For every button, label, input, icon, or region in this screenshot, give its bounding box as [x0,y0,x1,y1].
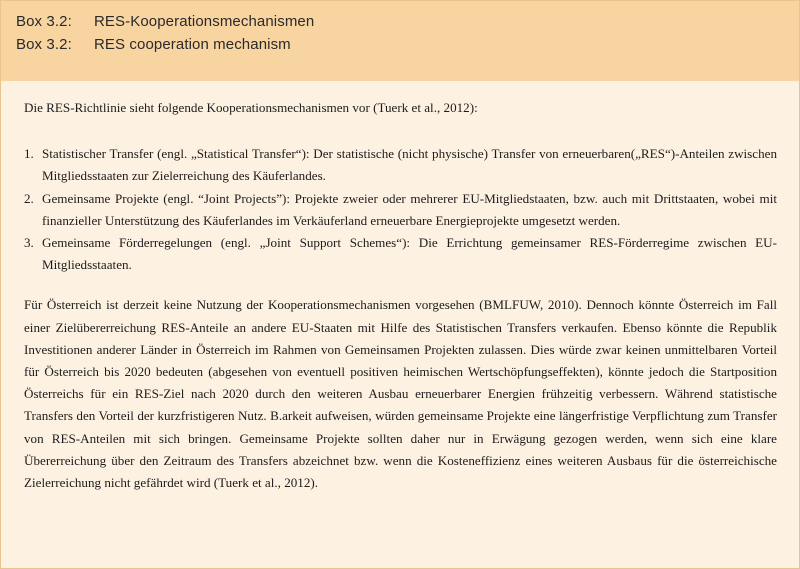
intro-text: Die RES-Richtlinie sieht folgende Kooperationsmechanismen vor (Tuerk et al., 2012): [24,100,478,115]
list-item-text: Statistischer Transfer (engl. „Statistical Transfer“): Der statistische (nicht physische) Transfer von erneuerbaren(„RES“)-Anteilen zwischen Mitgliedsstaaten zur Zielerreichung des Käuferlandes. [42,146,777,184]
body-paragraph: Für Österreich ist derzeit keine Nutzung der Kooperationsmechanismen vorgesehen (BMLFUW, 2010). Dennoch könnte Österreich im Fall einer Zielübererreichung RES-Anteile an andere EU-Staaten mit Hilfe des Statistischen Transfers verkaufen. Ebenso könnte die Republik Investitionen anderer Länder in Österreich im Rahmen von Gemeinsamen Projekten zulassen. Dies würde zwar keinen unmittelbaren Vorteil für Österreich bis 2020 bedeuten (abgesehen von eventuell positiven heimischen Wertschöpfungseffekten), könnte jedoch die Startposition Österreichs für ein RES-Ziel nach 2020 durch den weiteren Ausbau erneuerbarer Energien frühzeitig verbessern. Während statistische Transfers den Vorteil der kurzfristigeren Nutz. B.arkeit aufweisen, würden gemeinsame Projekte eine längerfristige Verpflichtung zum Transfer von RES-Anteilen mit sich bringen. Gemeinsame Projekte sollten daher nur in Erwägung gezogen werden, wenn sich eine klare Übererreichung über den Zeitraum des Transfers abzeichnet bzw. wenn die Kosteneffizienz eines weiteren Ausbaus für die österreichische Zielerreichung nicht gefährdet wird (Tuerk et al., 2012). [24,297,777,491]
box-title-german [16,10,799,33]
box-number-label: Box 3.2: [16,13,72,30]
box-title-text: RES-Kooperationsmechanismen [94,13,315,30]
list-item-number: 2. [24,190,34,206]
box-number-label: Box 3.2: [16,36,72,53]
mechanism-list [24,143,777,276]
list-item-number: 1. [24,146,34,162]
list-item [24,143,777,187]
box-title-text: RES cooperation mechanism [94,36,291,53]
list-item [24,188,777,232]
list-item-number: 3. [24,235,34,251]
box-header [1,1,799,81]
box-title-english [16,33,799,56]
list-item [24,232,777,276]
list-item-text: Gemeinsame Projekte (engl. “Joint Projects”): Projekte zweier oder mehrerer EU-Mitgliedstaaten, bzw. auch mit Drittstaaten, wobei mit finanzieller Unterstützung des Käuferlandes im Verkäuferland erneuerbare Energieprojekte umgesetzt werden. [42,190,777,228]
list-item-text: Gemeinsame Förderregelungen (engl. „Joint Support Schemes“): Die Errichtung gemeinsamer RES-Förderregime zwischen EU-Mitgliedsstaaten. [42,235,777,273]
box-content [24,97,777,494]
